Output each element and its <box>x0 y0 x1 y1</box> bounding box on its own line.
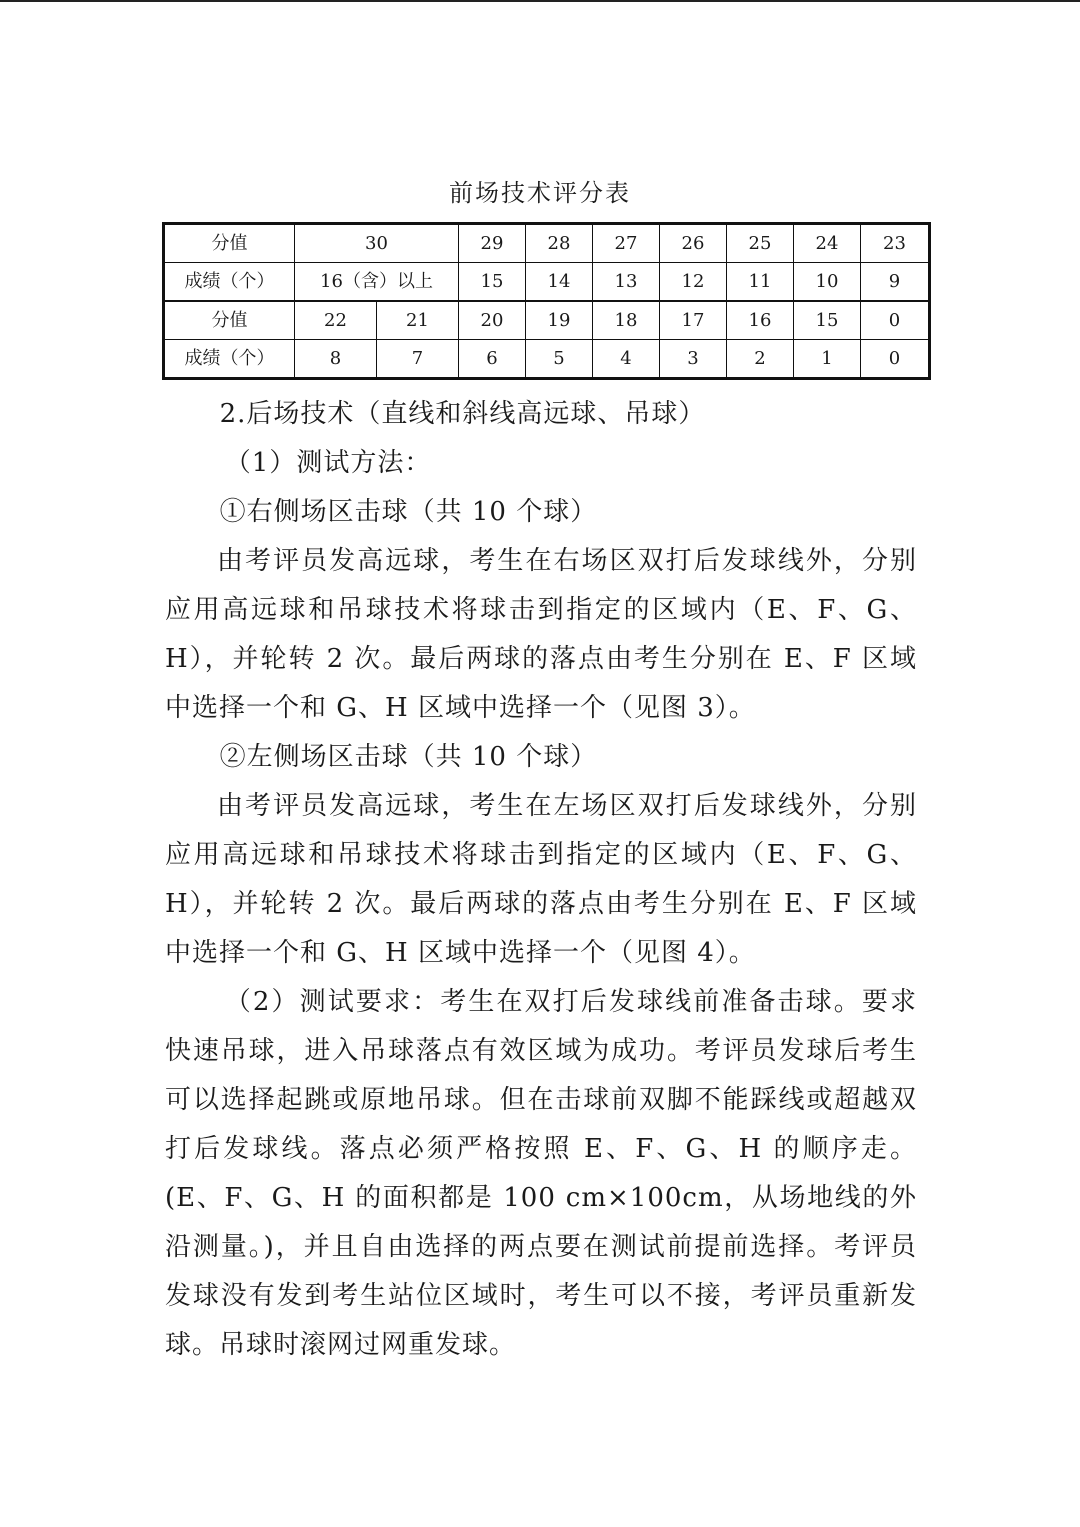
section-heading: 2.后场技术（直线和斜线高远球、吊球） <box>219 399 706 429</box>
document-body <box>165 390 917 1370</box>
table-cell: 15 <box>459 263 526 302</box>
table-cell: 16 <box>727 301 794 340</box>
table-cell: 30 <box>295 224 459 263</box>
table-cell: 1 <box>794 340 861 379</box>
table-cell: 8 <box>295 340 377 379</box>
table-cell: 12 <box>660 263 727 302</box>
method-title: （1）测试方法： <box>224 448 432 478</box>
table-cell: 0 <box>861 301 930 340</box>
table-caption: 前场技术评分表 <box>449 179 631 207</box>
table-cell: 17 <box>660 301 727 340</box>
table-cell: 28 <box>526 224 593 263</box>
front-court-score-table <box>162 222 931 380</box>
table-cell: 25 <box>727 224 794 263</box>
table-row <box>164 301 930 340</box>
table-cell: 20 <box>459 301 526 340</box>
table-cell: 2 <box>727 340 794 379</box>
row-header-result: 成绩（个） <box>164 263 295 302</box>
table-cell: 0 <box>861 340 930 379</box>
table-cell: 15 <box>794 301 861 340</box>
table-cell: 27 <box>593 224 660 263</box>
table-cell: 10 <box>794 263 861 302</box>
requirements-paragraph: （2）测试要求：考生在双打后发球线前准备击球。要求快速吊球，进入吊球落点有效区域为成功。考评员发球后考生可以选择起跳或原地吊球。但在击球前双脚不能踩线或超越双打后发球线。落点必须严格按照 E、F、G、H 的顺序走。(E、F、G、H 的面积都是 100 cm×100cm，从场地线的外沿测量。)，并且自由选择的两点要在测试前提前选择。考评员发球没有发到考生站位区域时，考生可以不接，考评员重新发球。吊球时滚网过网重发球。 <box>165 987 917 1360</box>
table-row <box>164 224 930 263</box>
table-cell: 5 <box>526 340 593 379</box>
page-top-border <box>0 0 1080 2</box>
table-cell: 26 <box>660 224 727 263</box>
table-cell: 11 <box>727 263 794 302</box>
table-cell: 29 <box>459 224 526 263</box>
table-row <box>164 340 930 379</box>
row-header-score: 分值 <box>164 301 295 340</box>
table-cell: 19 <box>526 301 593 340</box>
table-cell: 3 <box>660 340 727 379</box>
table-cell: 6 <box>459 340 526 379</box>
table-cell: 18 <box>593 301 660 340</box>
right-court-title: ①右侧场区击球（共 10 个球） <box>219 497 598 527</box>
table-cell: 4 <box>593 340 660 379</box>
table-cell: 21 <box>377 301 459 340</box>
table-cell: 7 <box>377 340 459 379</box>
right-court-paragraph: 由考评员发高远球，考生在右场区双打后发球线外，分别应用高远球和吊球技术将球击到指定的区域内（E、F、G、H），并轮转 2 次。最后两球的落点由考生分别在 E、F 区域中选择一个和 G、H 区域中选择一个（见图 3）。 <box>165 546 917 723</box>
table-cell: 9 <box>861 263 930 302</box>
table-cell: 23 <box>861 224 930 263</box>
row-header-result: 成绩（个） <box>164 340 295 379</box>
table-cell: 22 <box>295 301 377 340</box>
table-row <box>164 263 930 302</box>
left-court-title: ②左侧场区击球（共 10 个球） <box>219 742 598 772</box>
left-court-paragraph: 由考评员发高远球，考生在左场区双打后发球线外，分别应用高远球和吊球技术将球击到指定的区域内（E、F、G、H），并轮转 2 次。最后两球的落点由考生分别在 E、F 区域中选择一个和 G、H 区域中选择一个（见图 4）。 <box>165 791 917 968</box>
table-cell: 24 <box>794 224 861 263</box>
table-cell: 14 <box>526 263 593 302</box>
table-cell: 16（含）以上 <box>295 263 459 302</box>
table-cell: 13 <box>593 263 660 302</box>
row-header-score: 分值 <box>164 224 295 263</box>
